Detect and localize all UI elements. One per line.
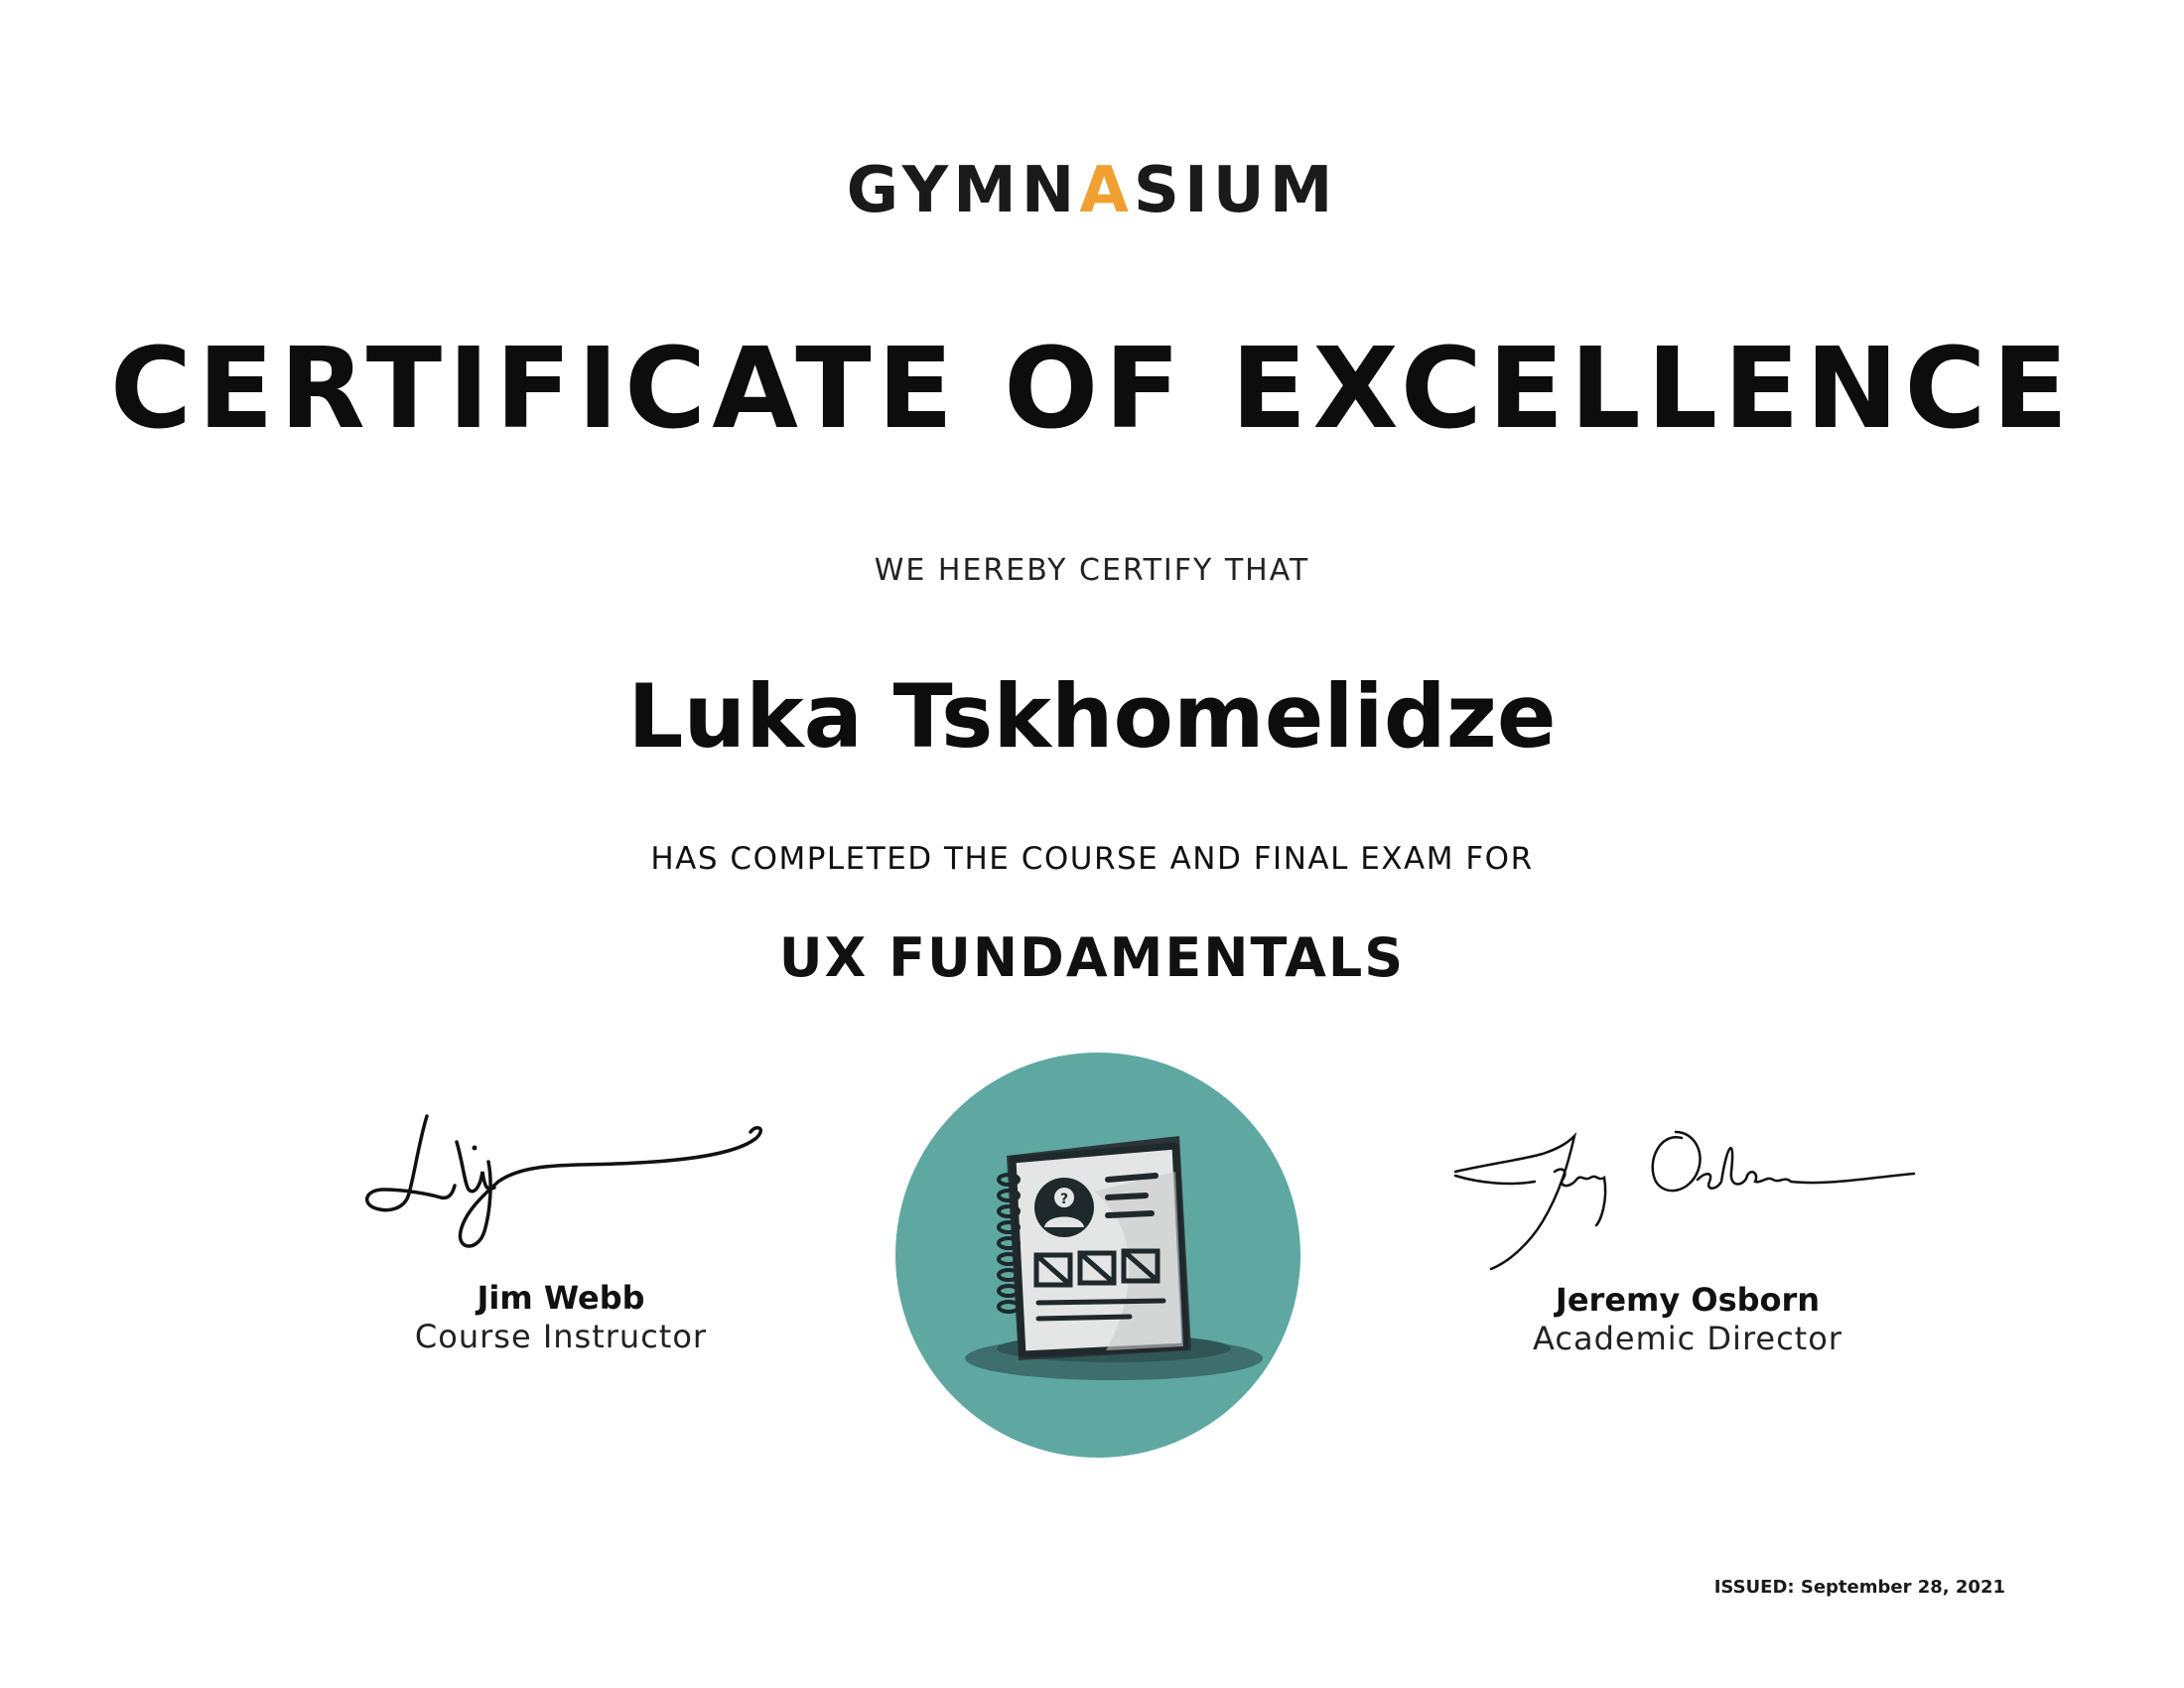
- signature-jim-webb: [357, 1102, 774, 1261]
- logo-text-2: SIUM: [1133, 154, 1338, 227]
- logo-accent: A: [1079, 154, 1134, 227]
- signature-block-right: [1430, 1281, 1946, 1360]
- brand-logo: [0, 154, 2184, 227]
- certificate-title: CERTIFICATE OF EXCELLENCE: [109, 325, 2075, 454]
- logo-text-1: GYMN: [846, 154, 1080, 227]
- issued-label: ISSUED:: [1713, 1577, 1795, 1598]
- signer-role: Academic Director: [1533, 1320, 1843, 1358]
- course-name: UX FUNDAMENTALS: [778, 926, 1406, 989]
- completed-text: HAS COMPLETED THE COURSE AND FINAL EXAM FOR: [650, 841, 1534, 877]
- signer-name: Jeremy Osborn: [1555, 1281, 1821, 1319]
- signer-role: Course Instructor: [414, 1318, 708, 1356]
- signature-jeremy-osborn: [1451, 1102, 1918, 1281]
- signature-block-left: [303, 1279, 819, 1358]
- resume-notebook-icon: [895, 1053, 1300, 1458]
- issued-date-value: September 28, 2021: [1800, 1577, 2005, 1598]
- svg-text:?: ?: [1060, 1192, 1069, 1207]
- issued-date: [1714, 1579, 2005, 1597]
- signer-name: Jim Webb: [477, 1279, 645, 1317]
- recipient-name: Luka Tskhomelidze: [627, 665, 1557, 768]
- certify-text: WE HEREBY CERTIFY THAT: [874, 553, 1310, 588]
